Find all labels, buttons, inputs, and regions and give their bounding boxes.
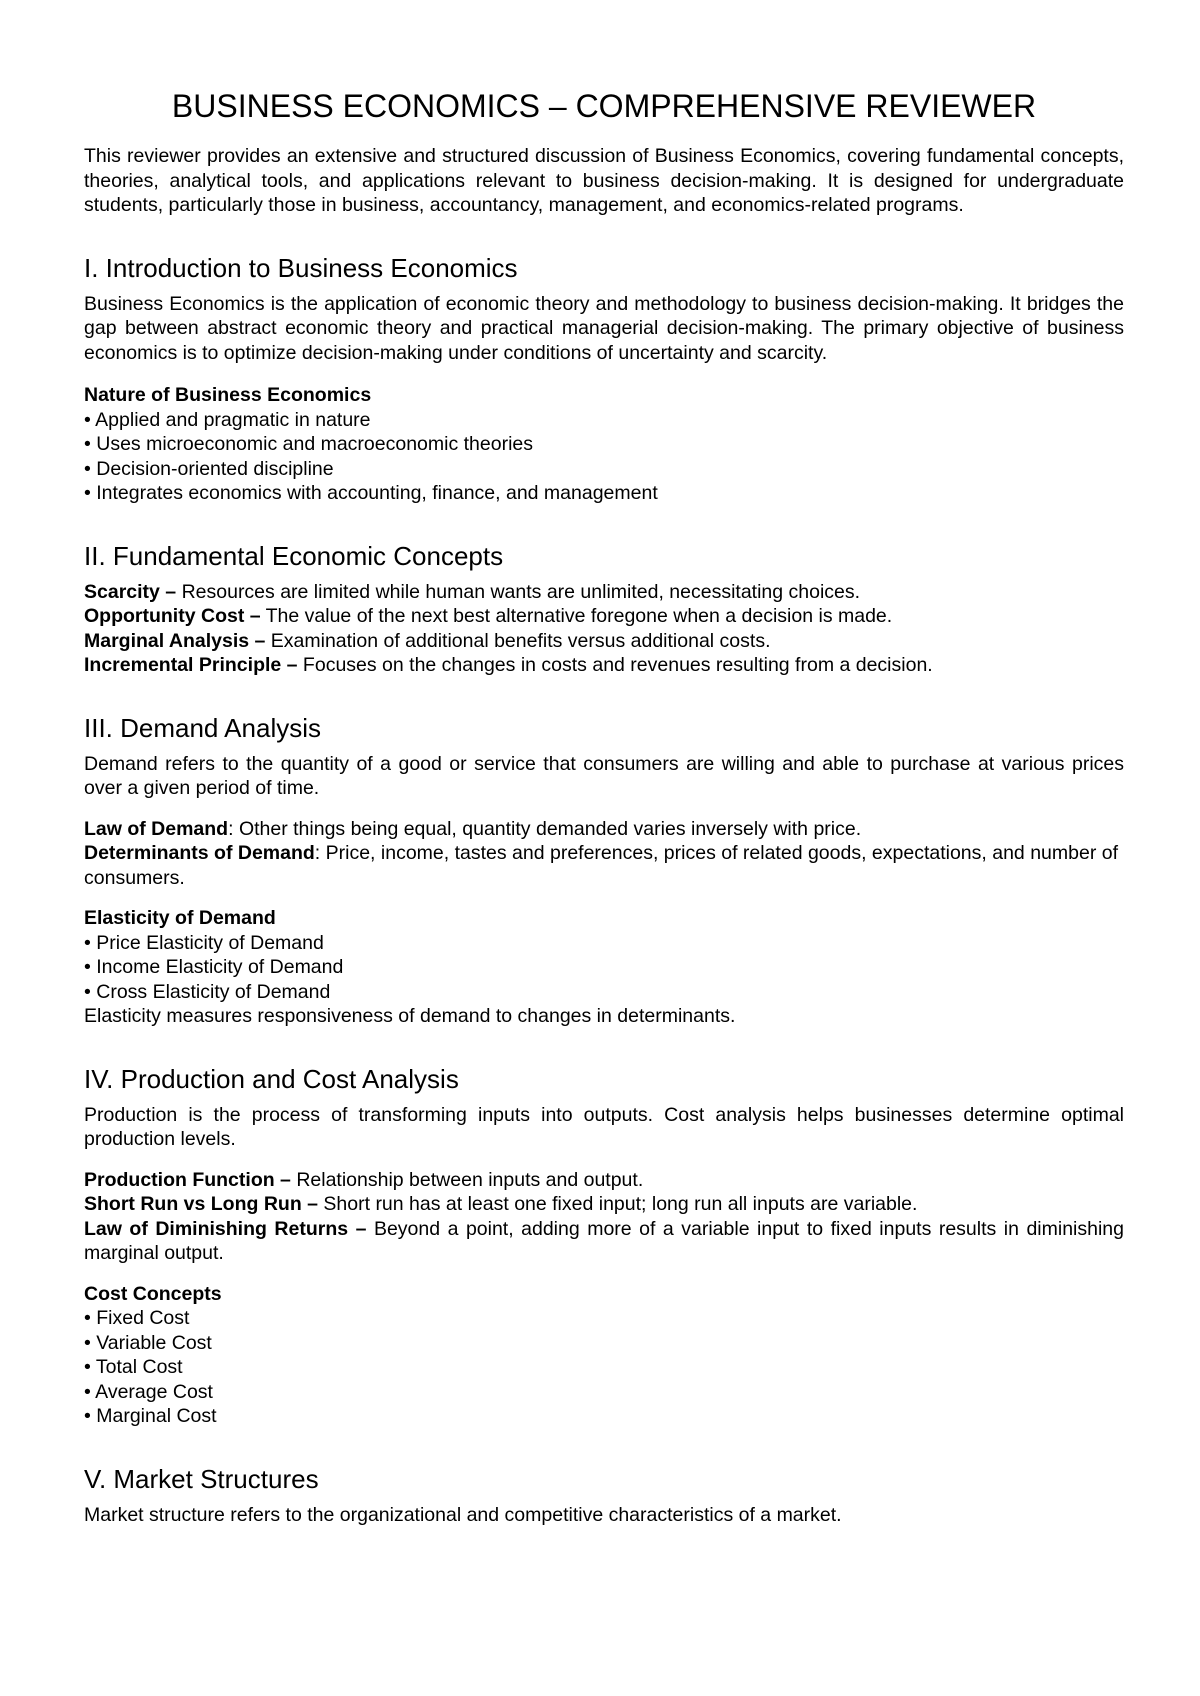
demand-paragraph: Demand refers to the quantity of a good or service that consumers are willing and able to purchase at various prices over a given period of time. (84, 752, 1124, 799)
term-text: Focuses on the changes in costs and revenues resulting from a decision. (297, 654, 933, 676)
nature-list (84, 408, 1124, 506)
term-label: Short Run vs Long Run – (84, 1193, 318, 1215)
term-definition (84, 1192, 1124, 1217)
term-label: Marginal Analysis – (84, 629, 266, 652)
document-content (84, 86, 1124, 1527)
term-text: The value of the next best alternative foregone when a decision is made. (260, 605, 893, 627)
term-label: Incremental Principle – (84, 654, 298, 676)
list-item: • Marginal Cost (84, 1405, 217, 1427)
list-item: • Integrates economics with accounting, finance, and management (84, 482, 658, 504)
term-text: Relationship between inputs and output. (290, 1168, 644, 1191)
term-label: Scarcity – (84, 580, 177, 603)
term-label: Determinants of Demand (84, 842, 315, 864)
term-definition (84, 580, 1124, 605)
section-heading-market: V. Market Structures (84, 1463, 319, 1494)
term-definition (84, 653, 1124, 678)
term-text: : Price, income, tastes and preferences, prices of related goods, expectations, and number of consumers. (84, 842, 1118, 889)
market-paragraph: Market structure refers to the organizational and competitive characteristics of a market. (84, 1503, 842, 1526)
term-label: Production Function – (84, 1168, 291, 1191)
term-label: Opportunity Cost – (84, 605, 261, 627)
term-text: Resources are limited while human wants are unlimited, necessitating choices. (176, 580, 861, 603)
section-heading-production: IV. Production and Cost Analysis (84, 1063, 459, 1094)
cost-concepts-subheading: Cost Concepts (84, 1282, 222, 1305)
section-heading-introduction: I. Introduction to Business Economics (84, 252, 518, 283)
list-item: • Uses microeconomic and macroeconomic theories (84, 433, 534, 455)
list-item: • Price Elasticity of Demand (84, 931, 324, 954)
elasticity-subheading: Elasticity of Demand (84, 907, 276, 929)
list-item: • Decision-oriented discipline (84, 457, 334, 480)
determinants-of-demand (84, 841, 1124, 890)
list-item: • Total Cost (84, 1356, 183, 1378)
list-item: • Cross Elasticity of Demand (84, 980, 331, 1003)
list-item: • Income Elasticity of Demand (84, 956, 344, 978)
law-of-demand (84, 817, 1124, 842)
elasticity-note: Elasticity measures responsiveness of demand to changes in determinants. (84, 1005, 736, 1027)
list-item: • Applied and pragmatic in nature (84, 408, 371, 431)
cost-concepts-list (84, 1306, 1124, 1429)
term-definition (84, 1217, 1124, 1266)
term-text: Examination of additional benefits versus additional costs. (265, 629, 771, 652)
production-paragraph: Production is the process of transforming inputs into outputs. Cost analysis helps businesses determine optimal production levels. (84, 1103, 1124, 1150)
list-item: • Fixed Cost (84, 1307, 190, 1329)
intro-paragraph: This reviewer provides an extensive and structured discussion of Business Economics, covering fundamental concepts, theories, analytical tools, and applications relevant to business decision-making. It is designed for undergraduate students, particularly those in business, accountancy, management, and economics-related programs. (84, 145, 1124, 216)
nature-subheading: Nature of Business Economics (84, 384, 372, 406)
list-item: • Average Cost (84, 1380, 213, 1403)
section-heading-fundamental: II. Fundamental Economic Concepts (84, 540, 504, 571)
term-label: Law of Diminishing Returns – (84, 1217, 367, 1240)
introduction-paragraph: Business Economics is the application of economic theory and methodology to business decision-making. It bridges the gap between abstract economic theory and practical managerial decision-making. The primary objective of business economics is to optimize decision-making under conditions of uncertainty and scarcity. (84, 292, 1124, 364)
term-text: Beyond a point, adding more of a variable input to fixed inputs results in diminishing marginal output. (84, 1217, 1124, 1264)
elasticity-list (84, 931, 1124, 1005)
document-title: BUSINESS ECONOMICS – COMPREHENSIVE REVIEWER (171, 88, 1037, 124)
term-definition (84, 604, 1124, 629)
term-text: : Other things being equal, quantity demanded varies inversely with price. (228, 817, 862, 840)
term-text: Short run has at least one fixed input; long run all inputs are variable. (318, 1193, 918, 1215)
term-definition (84, 629, 1124, 654)
list-item: • Variable Cost (84, 1331, 212, 1354)
section-heading-demand: III. Demand Analysis (84, 712, 321, 743)
term-definition (84, 1168, 1124, 1193)
term-label: Law of Demand (84, 817, 229, 840)
